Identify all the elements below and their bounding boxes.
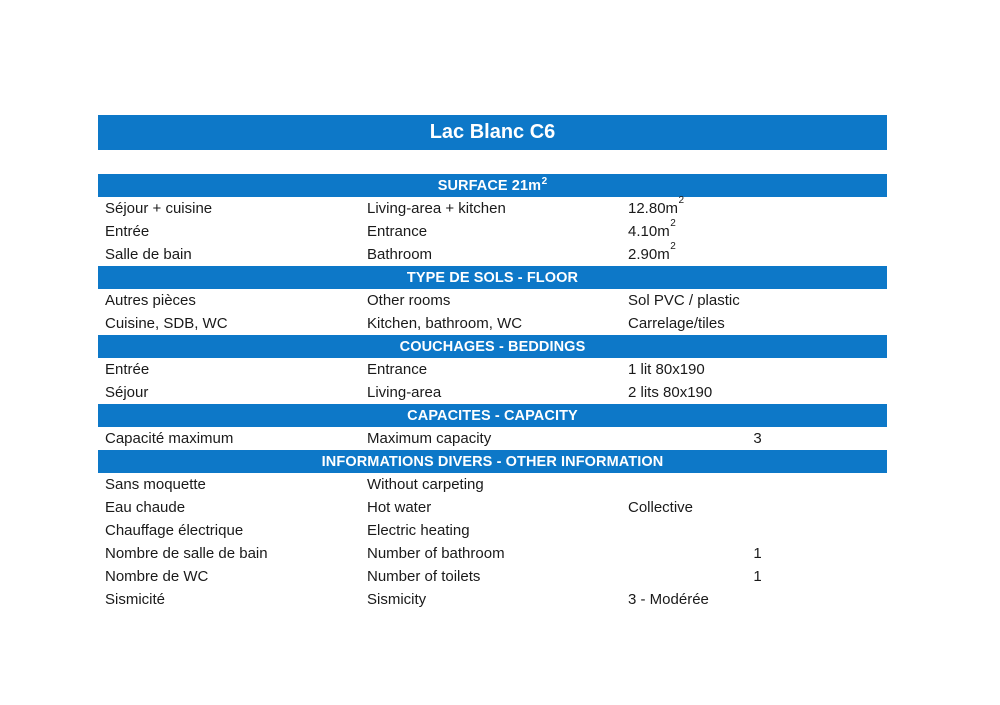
label-french: Cuisine, SDB, WC xyxy=(105,315,228,332)
section-header xyxy=(98,266,887,289)
row-value xyxy=(628,591,887,608)
table-row xyxy=(98,381,887,404)
row-value-text: 3 - Modérée xyxy=(628,591,709,608)
table-row xyxy=(98,312,887,335)
label-english: Number of bathroom xyxy=(367,545,505,562)
row-value xyxy=(628,195,887,217)
row-value xyxy=(628,315,887,332)
row-value-text: 1 lit 80x190 xyxy=(628,361,705,378)
label-english: Sismicity xyxy=(367,591,427,608)
label-french: Séjour + cuisine xyxy=(105,200,213,217)
label-english: Living-area + kitchen xyxy=(367,200,506,217)
table-row xyxy=(98,289,887,312)
label-french: Entrée xyxy=(105,361,150,378)
label-english: Maximum capacity xyxy=(367,430,492,447)
label-french: Nombre de WC xyxy=(105,568,209,585)
row-value xyxy=(628,218,887,240)
label-french: Capacité maximum xyxy=(105,430,234,447)
label-french: Eau chaude xyxy=(105,499,186,516)
label-english: Bathroom xyxy=(367,246,433,263)
info-table xyxy=(98,174,887,611)
superscript: 2 xyxy=(670,241,676,252)
label-french: Salle de bain xyxy=(105,246,192,263)
label-french: Entrée xyxy=(105,223,150,240)
row-value-text: 4.10m xyxy=(628,223,670,240)
table-row xyxy=(98,519,887,542)
label-english: Entrance xyxy=(367,361,428,378)
label-english: Hot water xyxy=(367,499,432,516)
row-value xyxy=(628,568,887,585)
table-row xyxy=(98,358,887,381)
superscript: 2 xyxy=(678,195,685,206)
table-row xyxy=(98,220,887,243)
table-row xyxy=(98,542,887,565)
label-french: Sismicité xyxy=(105,591,166,608)
table-row xyxy=(98,243,887,266)
section-header: SURFACE 21m $^2$ xyxy=(98,174,887,197)
page-title-text: Lac Blanc C6 xyxy=(429,121,556,143)
row-value-text: Collective xyxy=(628,499,694,516)
page-title xyxy=(98,115,887,150)
table-row xyxy=(98,496,887,519)
section-header xyxy=(98,404,887,427)
row-value xyxy=(628,292,887,309)
row-value-text: Carrelage/tiles xyxy=(628,315,725,332)
table-row xyxy=(98,588,887,611)
row-value-text: 2.90m xyxy=(628,246,670,263)
row-value-text: 1 xyxy=(753,568,762,585)
label-english: Other rooms xyxy=(367,292,451,309)
table-row xyxy=(98,473,887,496)
row-value-text: 2 lits 80x190 xyxy=(628,384,713,401)
row-value xyxy=(628,430,887,447)
row-value xyxy=(628,384,887,401)
superscript: 2 xyxy=(670,218,676,229)
section-header-text: COUCHAGES - BEDDINGS xyxy=(399,338,586,355)
section-header-text: SURFACE 21m xyxy=(437,177,542,194)
section-header xyxy=(98,335,887,358)
section-header-text: TYPE DE SOLS - FLOOR xyxy=(406,269,579,286)
table-row xyxy=(98,197,887,220)
section-header xyxy=(98,450,887,473)
label-english: Kitchen, bathroom, WC xyxy=(367,315,523,332)
label-english: Electric heating xyxy=(367,522,470,539)
label-english: Entrance xyxy=(367,223,428,240)
label-english: Without carpeting xyxy=(367,476,484,493)
label-english: Number of toilets xyxy=(367,568,481,585)
label-french: Autres pièces xyxy=(105,292,196,309)
row-value xyxy=(628,361,887,378)
section-header-text: INFORMATIONS DIVERS - OTHER INFORMATION xyxy=(321,453,664,470)
section-header-text: CAPACITES - CAPACITY xyxy=(407,407,578,424)
label-english: Living-area xyxy=(367,384,442,401)
row-value-text: 3 xyxy=(753,430,762,447)
label-french: Sans moquette xyxy=(105,476,206,493)
label-french: Séjour xyxy=(105,384,149,401)
row-value xyxy=(628,545,887,562)
row-value-text: 1 xyxy=(753,545,762,562)
row-value-text: Sol PVC / plastic xyxy=(628,292,740,309)
row-value xyxy=(628,499,887,516)
label-french: Chauffage électrique xyxy=(105,522,244,539)
row-value-text: 12.80m xyxy=(628,200,679,217)
label-french: Nombre de salle de bain xyxy=(105,545,268,562)
table-row xyxy=(98,565,887,588)
table-row xyxy=(98,427,887,450)
row-value xyxy=(628,241,887,263)
